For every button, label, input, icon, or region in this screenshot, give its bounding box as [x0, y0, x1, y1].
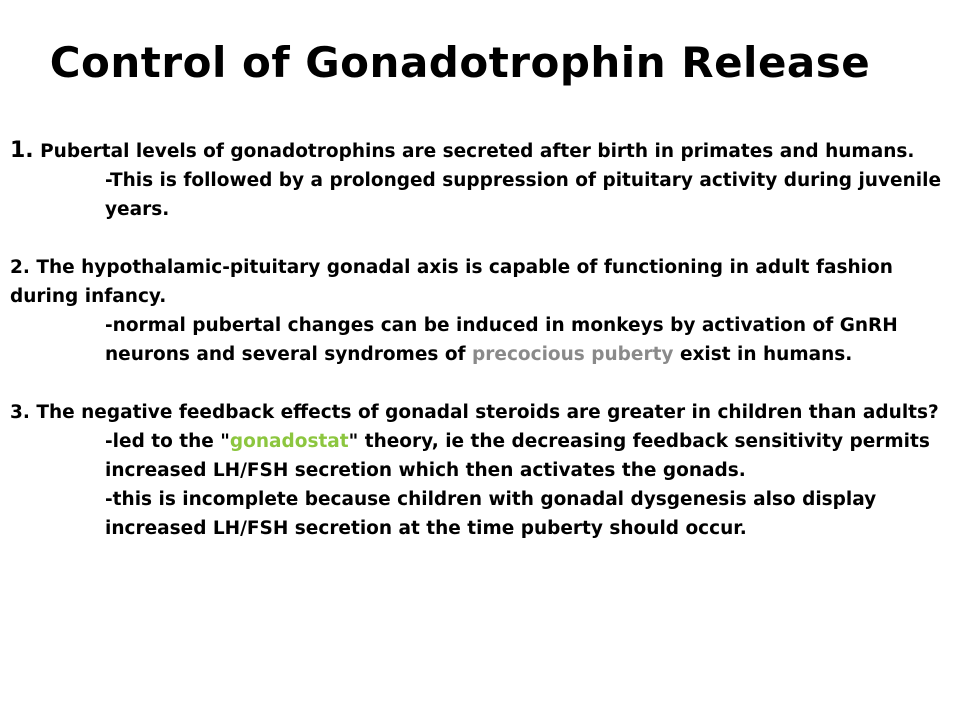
gonadostat-highlight: gonadostat — [229, 431, 349, 452]
point-2-number: 2. — [10, 257, 30, 278]
point-1-text: Pubertal levels of gonadotrophins are secreted after birth in primates and humans. — [40, 141, 915, 162]
precocious-puberty-highlight: precocious puberty — [472, 344, 674, 365]
point-2 — [10, 253, 955, 369]
point-1-sub: -This is followed by a prolonged suppression of pituitary activity during juvenile years. — [105, 170, 941, 220]
point-2-sub — [10, 311, 955, 369]
point-3-sub-2: -this is incomplete because children with gonadal dysgenesis also display increased LH/FSH secretion at the time puberty should occur. — [105, 489, 877, 539]
point-3-sub-1-before: -led to the " — [105, 431, 230, 452]
point-3-sub-1 — [10, 427, 955, 485]
slide-title: Control of Gonadotrophin Release — [49, 38, 871, 87]
point-3-main — [10, 398, 955, 427]
point-3-sub-1-after: " theory, ie the decreasing feedback sensitivity permits increased LH/FSH secretion which then activates the gonads. — [105, 431, 930, 481]
point-1-number: 1. — [10, 138, 34, 163]
point-2-text: The hypothalamic-pituitary gonadal axis is capable of functioning in adult fashion during infancy. — [10, 257, 893, 307]
point-3 — [10, 398, 955, 543]
point-2-sub-after: exist in humans. — [673, 344, 853, 365]
point-1 — [10, 136, 955, 224]
point-3-number: 3. — [10, 402, 30, 423]
point-2-sub-before: -normal pubertal changes can be induced in monkeys by activation of GnRH neurons and several syndromes of — [105, 315, 898, 365]
slide-body — [10, 136, 955, 543]
point-3-text: The negative feedback effects of gonadal steroids are greater in children than adults? — [36, 402, 939, 423]
point-2-main — [10, 253, 955, 311]
point-1-main — [10, 136, 955, 166]
